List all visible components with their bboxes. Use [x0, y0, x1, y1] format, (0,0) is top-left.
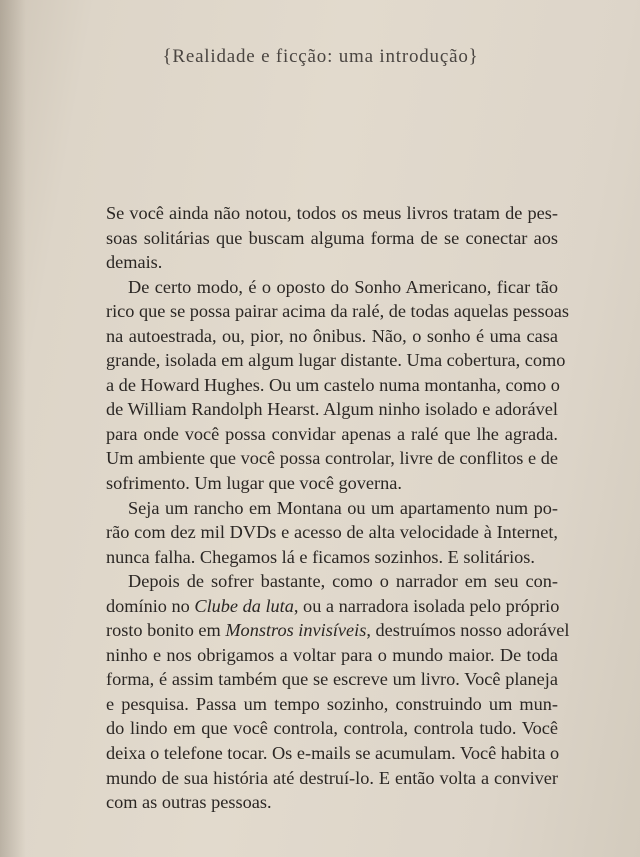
text-segment: , destruímos nosso adorável [366, 620, 570, 641]
book-title-clube-da-luta: Clube da luta [194, 595, 294, 616]
text-line: forma, é assim também que se escreve um livro. Você planeja [106, 669, 558, 690]
text-line: com as outras pessoas. [106, 792, 272, 813]
text-line: mundo de sua história até destruí-lo. E então volta a conviver [106, 767, 558, 788]
text-line: Um ambiente que você possa controlar, livre de conflitos e de [106, 448, 558, 469]
text-line: na autoestrada, ou, pior, no ônibus. Não, o sonho é uma casa [106, 325, 558, 346]
page-gutter-shadow [0, 0, 26, 857]
text-line: rico que se possa pairar acima da ralé, de todas aquelas pessoas [106, 301, 569, 322]
text-segment: domínio no [106, 595, 195, 616]
text-line: e pesquisa. Passa um tempo sozinho, construindo um mun- [106, 693, 558, 714]
text-segment: , ou a narradora isolada pelo próprio [293, 595, 560, 616]
paragraph-3 [106, 496, 558, 570]
paragraph-1 [106, 201, 558, 275]
text-segment: rosto bonito em [106, 620, 226, 641]
text-line: rão com dez mil DVDs e acesso de alta velocidade à Internet, [106, 522, 558, 543]
text-line [106, 618, 570, 643]
text-line: Seja um rancho em Montana ou um apartamento num po- [128, 497, 558, 518]
text-line: De certo modo, é o oposto do Sonho Americano, ficar tão [128, 276, 558, 297]
text-line: Se você ainda não notou, todos os meus livros tratam de pes- [106, 203, 558, 223]
text-line: grande, isolada em algum lugar distante. Uma cobertura, como [106, 350, 566, 371]
text-line: nunca falha. Chegamos lá e ficamos sozinhos. E solitários. [106, 546, 535, 567]
text-line: de William Randolph Hearst. Algum ninho isolado e adorável [106, 399, 558, 420]
book-title-monstros-invisiveis: Monstros invisíveis [225, 620, 367, 641]
paragraph-2 [106, 275, 569, 496]
text-line: do lindo em que você controla, controla, controla tudo. Você [106, 718, 558, 739]
running-header: {Realidade e ficção: uma introdução} [162, 46, 479, 67]
text-line: deixa o telefone tocar. Os e-mails se acumulam. Você habita o [106, 743, 560, 764]
text-line: soas solitárias que buscam alguma forma de se conectar aos [106, 227, 558, 248]
text-line: Depois de sofrer bastante, como o narrador em seu con- [128, 571, 558, 592]
text-line: ninho e nos obrigamos a voltar para o mundo maior. De toda [106, 644, 558, 665]
text-line [106, 594, 558, 619]
paragraph-4 [106, 569, 570, 814]
text-line: para onde você possa convidar apenas a ralé que lhe agrada. [106, 423, 558, 444]
text-line: demais. [106, 252, 163, 273]
text-line: sofrimento. Um lugar que você governa. [106, 473, 402, 494]
body-text [106, 201, 570, 815]
text-line: a de Howard Hughes. Ou um castelo numa montanha, como o [106, 374, 560, 395]
